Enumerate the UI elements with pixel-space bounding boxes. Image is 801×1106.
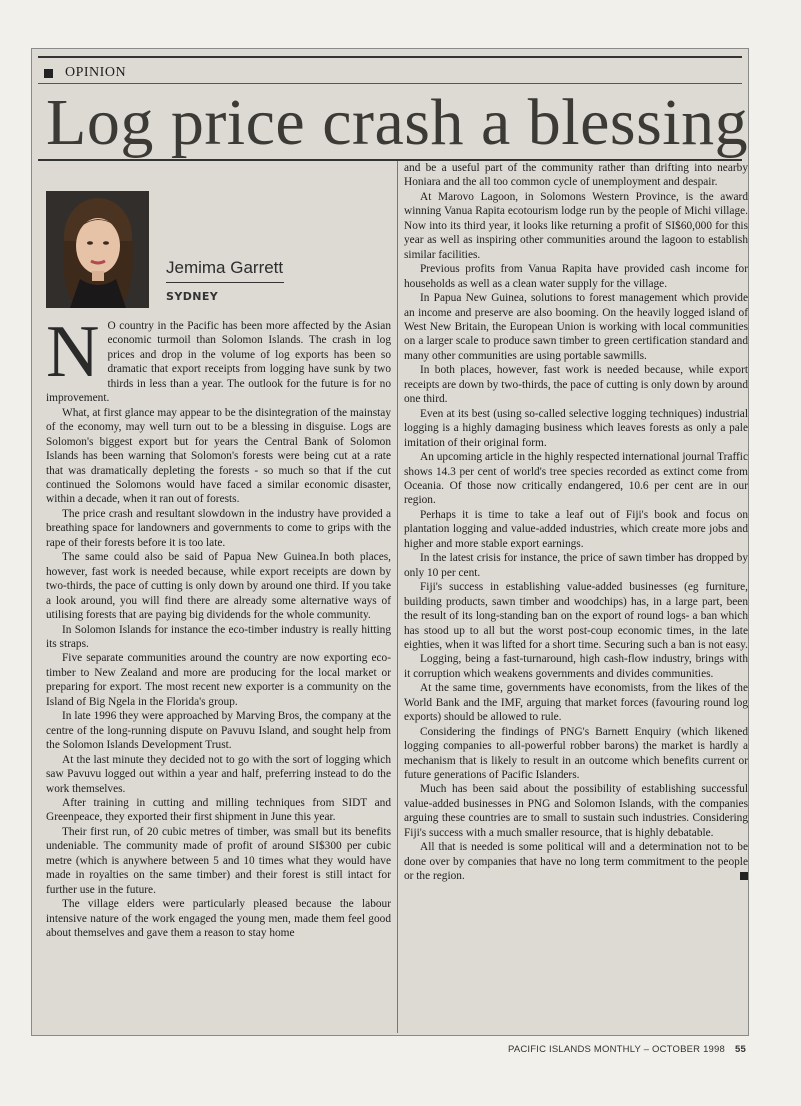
paragraph: Even at its best (using so-called selective logging techniques) industrial logging is a highly damaging business which leaves forests as only a pale imitation of their original form.: [404, 407, 748, 449]
dateline-location: SYDNEY: [166, 290, 219, 303]
paragraph-text: O country in the Pacific has been more affected by the Asian economic turmoil than Solomon Islands. The crash in log prices and drop in the volume of log exports has been so dramatic that export receipts from logging have sunk by two thirds in less than a year. The outlook for the future is for no improvement.: [46, 320, 391, 405]
paragraph: and be a useful part of the community rather than drifting into nearby Honiara and the all too common cycle of unemployment and despair.: [404, 162, 748, 189]
paragraph: At Marovo Lagoon, in Solomons Western Province, is the award winning Vanua Rapita ecotourism lodge run by the people of Michi village. Now into its third year, it looks like returning a profit of SI$60,000 for this year as well as inspiring other communities around the lagoon to establish similar facilities.: [404, 190, 748, 261]
portrait-image: [46, 191, 149, 308]
author-photo: [46, 191, 149, 308]
top-rule: [38, 56, 742, 58]
end-mark-icon: [740, 872, 748, 880]
paragraph: The village elders were particularly pleased because the labour intensive nature of the work engaged the young men, made them feel good about themselves and gave them a reason to stay home: [46, 898, 391, 940]
headline: Log price crash a blessing: [46, 86, 749, 159]
paragraph: Previous profits from Vanua Rapita have provided cash income for households as well as a clean water supply for the village.: [404, 263, 748, 290]
left-column-text: [46, 311, 391, 940]
paragraph: In late 1996 they were approached by Marving Bros, the company at the centre of the long-running dispute on Pavuvu Island, and sought help from the Solomon Islands Development Trust.: [46, 710, 391, 752]
paragraph-text: All that is needed is some political will and a determination not to be done over by companies that have no long term commitment to the people or the region.: [404, 841, 748, 883]
paragraph: Considering the findings of PNG's Barnett Enquiry (which likened logging companies to all-powerful robber barons) the market is hardly a mechanism that is likely to result in an outcome which benefits current or future generations of Pacific Islanders.: [404, 725, 748, 782]
article-panel: [31, 48, 749, 1036]
paragraph: In the latest crisis for instance, the price of sawn timber has dropped by only 10 per cent.: [404, 552, 748, 579]
author-name: Jemima Garrett: [166, 258, 284, 277]
column-divider: [397, 161, 398, 1033]
drop-cap: N: [46, 311, 100, 393]
paragraph: The price crash and resultant slowdown in the industry have provided a breathing space for landowners and governments to come to grips with the rape of their forests before it is too late.: [46, 507, 391, 549]
paragraph: At the same time, governments have economists, from the likes of the World Bank and the IMF, arguing that market forces (favouring round log exports) should be allowed to rule.: [404, 682, 748, 724]
paragraph: Logging, being a fast-turnaround, high cash-flow industry, brings with it corruption which weakens governments and divides communities.: [404, 653, 748, 680]
paragraph: What, at first glance may appear to be the disintegration of the mainstay of the economy, may well turn out to be a blessing in disguise. Logs are Solomon's biggest export but for years the Central Bank of Solomon Islands has been warning that Solomon's forests were being cut at a rate that was dramatically depleting the forests - so much so that if the cut continued the Solomons would have faced a similar economic disaster, within a decade, when it ran out of forests.: [46, 406, 391, 506]
paragraph: [404, 840, 748, 883]
paragraph: Their first run, of 20 cubic metres of timber, was small but its benefits undeniable. The community made of profit of around SI$300 per cubic metre (which is anywhere between 5 and 10 times what they would have made in royalties on the same timber) and their forest is still intact for further use in the future.: [46, 825, 391, 896]
left-column: [46, 181, 391, 1031]
paragraph: Much has been said about the possibility of establishing successful value-added businesses in PNG and Solomon Islands, with the companies arguing these countries are to small to sustain such industries. Considering Fiji's success with a much smaller resource, that is highly debatable.: [404, 783, 748, 839]
right-column: [404, 161, 748, 1031]
byline: [166, 258, 284, 303]
square-bullet-icon: [44, 69, 53, 78]
page-number: 55: [735, 1044, 746, 1055]
paragraph: Five separate communities around the country are now exporting eco-timber to New Zealand and more are producing for the local market or preparing for export. The most recent new exporter is a community on the Island of Big Ngela in the Florida's group.: [46, 652, 391, 708]
paragraph: At the last minute they decided not to go with the sort of logging which saw Pavuvu logged out within a year and half, preferring instead to do the work themselves.: [46, 753, 391, 795]
section-label: [44, 65, 126, 81]
paragraph: In Papua New Guinea, solutions to forest management which provide an income and preserve are also booming. On the heavily logged island of West New Britain, the European Union is working with local communities on a larger scale to produce sawn timber to green certification standard and many other communities are using portable sawmills.: [404, 292, 748, 362]
paragraph: Perhaps it is time to take a leaf out of Fiji's book and focus on plantation logging and value-added industries, which create more jobs and higher and more stable export earnings.: [404, 508, 748, 550]
section-text: OPINION: [65, 65, 127, 80]
right-column-text: [404, 161, 748, 884]
byline-rule: [166, 282, 284, 283]
paragraph: The same could also be said of Papua New Guinea.In both places, however, fast work is needed because, while export receipts are down by two-thirds, the pace of cutting is only down by around one third. If you take a look around, you will find there are already some alternative ways of utilising forests that are paying big dividends for the whole community.: [46, 551, 391, 622]
paragraph: Fiji's success in establishing value-added businesses (eg furniture, building products, sawn timber and woodchips) has, in a large part, been the result of its long-standing ban on the export of round logs- a ban which has stood up to all but the worst post-coup economic times, in the late eighties, when it was lifted for a short time. Securing such a ban is not easy.: [404, 581, 748, 651]
paragraph: [46, 311, 391, 406]
paragraph: In both places, however, fast work is needed because, while export receipts are down by two-thirds, the pace of cutting is only down by around one third.: [404, 364, 748, 406]
paragraph: In Solomon Islands for instance the eco-timber industry is really hitting its straps.: [46, 623, 391, 650]
paragraph: An upcoming article in the highly respected international journal Traffic shows 14.3 per cent of world's tree species recorded as extinct come from Oceania. Of those now critically endangered, 10.6 per cent are in our region.: [404, 451, 748, 507]
publication-line: PACIFIC ISLANDS MONTHLY – OCTOBER 1998: [508, 1044, 726, 1055]
page-footer: [508, 1044, 746, 1055]
paragraph: After training in cutting and milling techniques from SIDT and Greenpeace, they exported their first shipment in June this year.: [46, 796, 391, 824]
